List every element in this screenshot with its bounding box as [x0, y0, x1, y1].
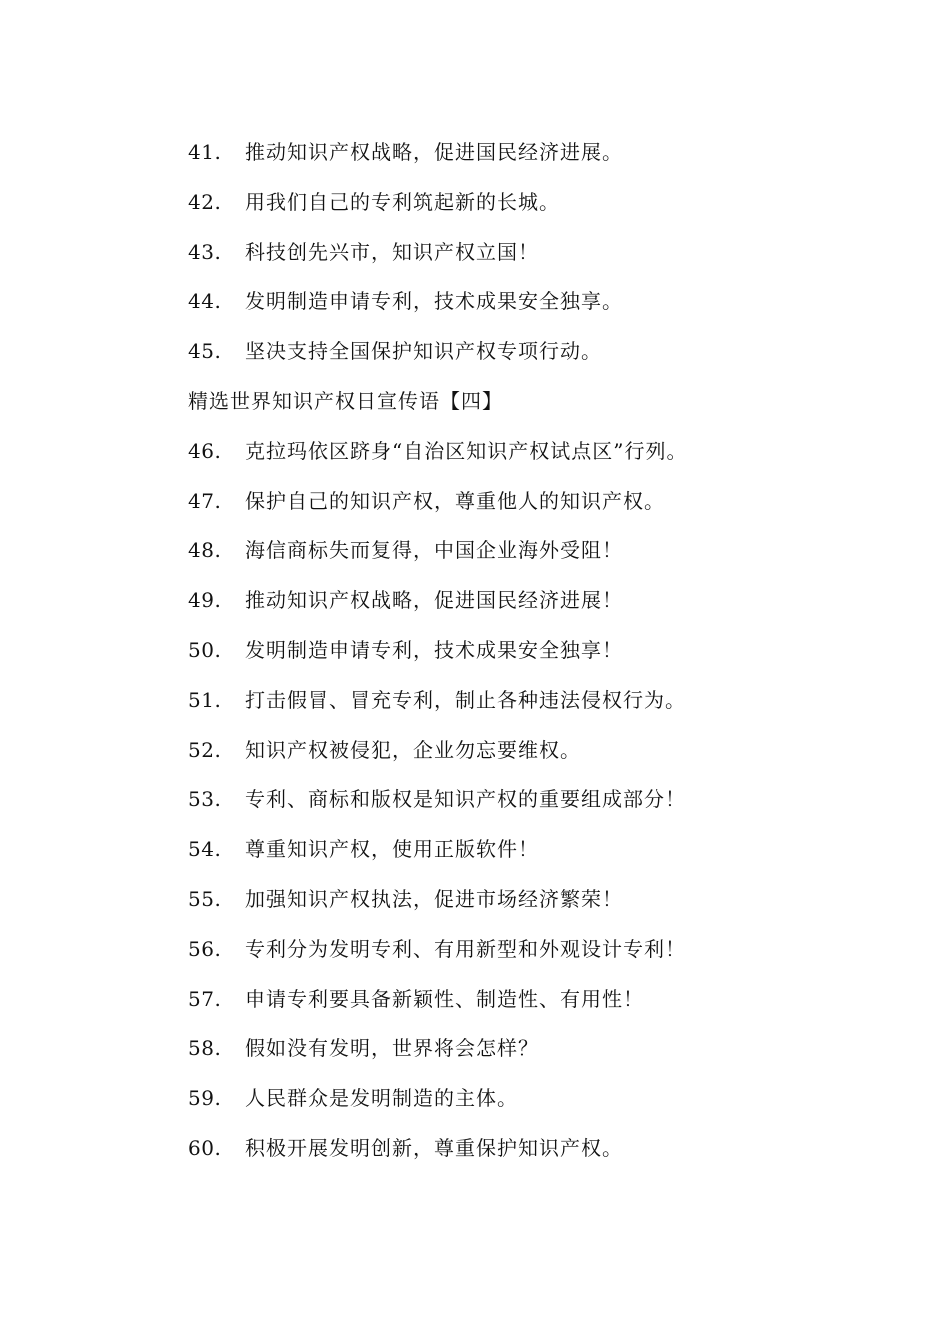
item-text: 积极开展发明创新，尊重保护知识产权。 [245, 1135, 623, 1160]
item-number: 41. [188, 140, 222, 164]
item-text: 发明制造申请专利，技术成果安全独享。 [245, 289, 623, 314]
list-item [188, 983, 888, 1033]
item-number: 48. [188, 538, 222, 563]
item-number: 49. [188, 588, 222, 613]
item-text: 知识产权被侵犯，企业勿忘要维权。 [245, 737, 581, 762]
list-item [188, 186, 888, 236]
list-item [188, 1132, 888, 1182]
item-text: 申请专利要具备新颖性、制造性、有用性！ [245, 986, 644, 1011]
item-text: 人民群众是发明制造的主体。 [245, 1086, 518, 1111]
list-item [188, 1082, 888, 1132]
list-item [188, 783, 888, 833]
item-text: 用我们自己的专利筑起新的长城。 [245, 189, 560, 214]
section-heading [188, 385, 888, 435]
item-number: 55. [188, 886, 222, 911]
item-text: 假如没有发明，世界将会怎样？ [245, 1036, 539, 1061]
item-text: 尊重知识产权，使用正版软件！ [245, 837, 539, 862]
item-number: 43. [188, 239, 222, 264]
list-item [188, 634, 888, 684]
item-text: 专利分为发明专利、有用新型和外观设计专利！ [245, 936, 686, 961]
item-number: 60. [188, 1135, 222, 1160]
item-number: 53. [188, 787, 222, 812]
list-item [188, 485, 888, 535]
list-item [188, 584, 888, 634]
item-text: 克拉玛依区跻身“自治区知识产权试点区”行列。 [245, 438, 688, 463]
item-number: 59. [188, 1086, 222, 1111]
item-number: 58. [188, 1036, 222, 1061]
item-number: 56. [188, 936, 222, 961]
item-text: 海信商标失而复得，中国企业海外受阻！ [245, 538, 623, 563]
list-item [188, 1032, 888, 1082]
section-heading-text: 精选世界知识产权日宣传语【四】 [188, 388, 503, 413]
item-text: 科技创先兴市，知识产权立国！ [245, 239, 539, 264]
item-number: 47. [188, 488, 222, 513]
item-text: 专利、商标和版权是知识产权的重要组成部分！ [245, 787, 686, 812]
item-text: 发明制造申请专利，技术成果安全独享！ [245, 637, 623, 662]
item-number: 46. [188, 438, 222, 463]
item-number: 51. [188, 687, 222, 712]
list-item [188, 883, 888, 933]
list-item [188, 833, 888, 883]
item-number: 52. [188, 737, 222, 762]
item-text: 推动知识产权战略，促进国民经济进展！ [245, 588, 623, 613]
list-item [188, 684, 888, 734]
item-number: 42. [188, 189, 222, 214]
item-number: 45. [188, 339, 222, 364]
list-item [188, 734, 888, 784]
item-text: 推动知识产权战略，促进国民经济进展。 [245, 140, 623, 164]
list-item [188, 435, 888, 485]
slogan-list [188, 136, 888, 1182]
list-item [188, 136, 888, 186]
list-item [188, 285, 888, 335]
item-number: 57. [188, 986, 222, 1011]
item-text: 打击假冒、冒充专利，制止各种违法侵权行为。 [245, 687, 686, 712]
item-number: 54. [188, 837, 222, 862]
list-item [188, 236, 888, 286]
item-text: 保护自己的知识产权，尊重他人的知识产权。 [245, 488, 665, 513]
item-text: 加强知识产权执法，促进市场经济繁荣！ [245, 886, 623, 911]
item-text: 坚决支持全国保护知识产权专项行动。 [245, 339, 602, 364]
list-item [188, 933, 888, 983]
item-number: 50. [188, 637, 222, 662]
list-item [188, 335, 888, 385]
item-number: 44. [188, 289, 222, 314]
list-item [188, 534, 888, 584]
